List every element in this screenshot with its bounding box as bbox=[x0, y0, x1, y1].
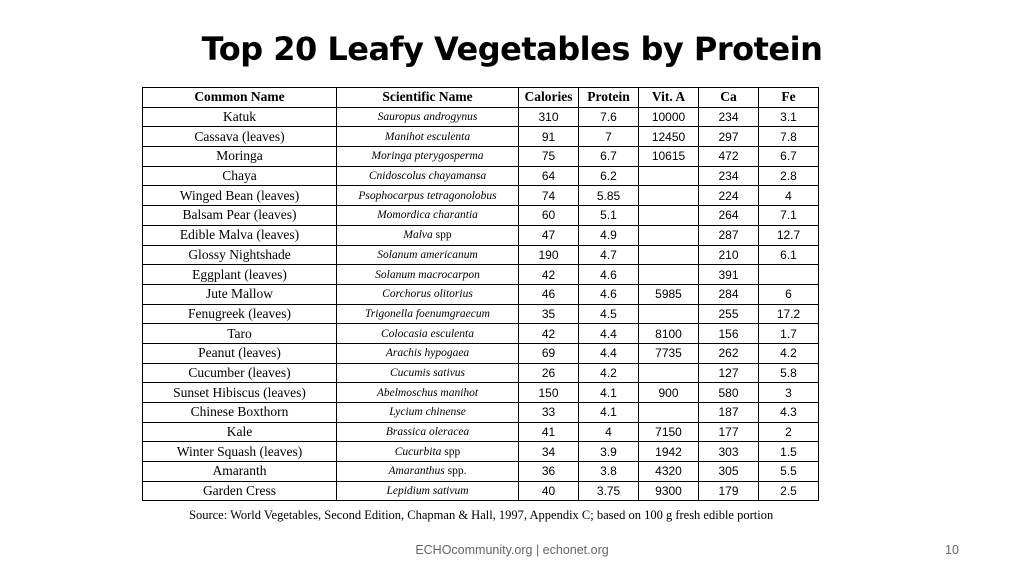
calcium-cell: 287 bbox=[699, 225, 759, 245]
scientific-name-suffix: spp bbox=[441, 445, 461, 458]
scientific-name-cell bbox=[337, 363, 519, 383]
common-name-cell: Katuk bbox=[143, 107, 337, 127]
header-calcium: Ca bbox=[699, 88, 759, 108]
common-name-cell: Chaya bbox=[143, 166, 337, 186]
scientific-name-text: Psophocarpus tetragonolobus bbox=[358, 189, 497, 202]
common-name-cell: Chinese Boxthorn bbox=[143, 403, 337, 423]
scientific-name-text: Cucurbita bbox=[394, 445, 442, 458]
calories-cell: 26 bbox=[519, 363, 579, 383]
iron-cell: 5.8 bbox=[759, 363, 819, 383]
table-body bbox=[143, 107, 819, 501]
scientific-name-text: Malva bbox=[403, 229, 433, 242]
footer-links: ECHOcommunity.org | echonet.org bbox=[415, 543, 609, 557]
vitamin-a-cell bbox=[639, 206, 699, 226]
table-row bbox=[143, 166, 819, 186]
iron-cell: 6 bbox=[759, 284, 819, 304]
protein-cell: 3.8 bbox=[579, 462, 639, 482]
scientific-name-text: Solanum macrocarpon bbox=[375, 268, 480, 281]
calories-cell: 47 bbox=[519, 225, 579, 245]
scientific-name-suffix: spp. bbox=[444, 465, 467, 478]
scientific-name-text: Moringa pterygosperma bbox=[371, 150, 484, 163]
vitamin-a-cell: 7150 bbox=[639, 422, 699, 442]
scientific-name-cell bbox=[337, 324, 519, 344]
header-scientific-name: Scientific Name bbox=[337, 88, 519, 108]
protein-cell: 4.6 bbox=[579, 265, 639, 285]
calories-cell: 34 bbox=[519, 442, 579, 462]
vitamin-a-cell bbox=[639, 304, 699, 324]
calcium-cell: 305 bbox=[699, 462, 759, 482]
table-row bbox=[143, 127, 819, 147]
table-row bbox=[143, 265, 819, 285]
iron-cell: 1.5 bbox=[759, 442, 819, 462]
calories-cell: 75 bbox=[519, 147, 579, 167]
table-row bbox=[143, 481, 819, 501]
common-name-cell: Moringa bbox=[143, 147, 337, 167]
protein-cell: 4.2 bbox=[579, 363, 639, 383]
scientific-name-text: Sauropus androgynus bbox=[377, 111, 478, 124]
scientific-name-suffix: spp bbox=[432, 229, 452, 242]
table-row bbox=[143, 442, 819, 462]
calcium-cell: 179 bbox=[699, 481, 759, 501]
calcium-cell: 177 bbox=[699, 422, 759, 442]
vitamin-a-cell: 12450 bbox=[639, 127, 699, 147]
scientific-name-cell bbox=[337, 147, 519, 167]
calories-cell: 74 bbox=[519, 186, 579, 206]
calories-cell: 36 bbox=[519, 462, 579, 482]
calories-cell: 190 bbox=[519, 245, 579, 265]
scientific-name-cell bbox=[337, 166, 519, 186]
common-name-cell: Garden Cress bbox=[143, 481, 337, 501]
vitamin-a-cell bbox=[639, 186, 699, 206]
common-name-cell: Cassava (leaves) bbox=[143, 127, 337, 147]
calories-cell: 33 bbox=[519, 403, 579, 423]
scientific-name-cell bbox=[337, 206, 519, 226]
scientific-name-text: Solanum americanum bbox=[377, 248, 478, 261]
scientific-name-cell bbox=[337, 462, 519, 482]
common-name-cell: Edible Malva (leaves) bbox=[143, 225, 337, 245]
protein-cell: 4.1 bbox=[579, 403, 639, 423]
common-name-cell: Winged Bean (leaves) bbox=[143, 186, 337, 206]
table-row bbox=[143, 383, 819, 403]
iron-cell: 4.2 bbox=[759, 343, 819, 363]
common-name-cell: Fenugreek (leaves) bbox=[143, 304, 337, 324]
scientific-name-text: Abelmoschus manihot bbox=[376, 386, 479, 399]
vegetable-table bbox=[142, 87, 819, 501]
vitamin-a-cell bbox=[639, 245, 699, 265]
calories-cell: 310 bbox=[519, 107, 579, 127]
calories-cell: 91 bbox=[519, 127, 579, 147]
header-vitamin-a: Vit. A bbox=[639, 88, 699, 108]
calcium-cell: 264 bbox=[699, 206, 759, 226]
iron-cell: 4 bbox=[759, 186, 819, 206]
table-row bbox=[143, 206, 819, 226]
calcium-cell: 262 bbox=[699, 343, 759, 363]
protein-cell: 4.1 bbox=[579, 383, 639, 403]
calories-cell: 42 bbox=[519, 324, 579, 344]
scientific-name-cell bbox=[337, 107, 519, 127]
scientific-name-cell bbox=[337, 442, 519, 462]
protein-cell: 6.2 bbox=[579, 166, 639, 186]
scientific-name-cell bbox=[337, 383, 519, 403]
calcium-cell: 234 bbox=[699, 107, 759, 127]
table-row bbox=[143, 462, 819, 482]
vegetable-table-container bbox=[142, 87, 819, 501]
table-row bbox=[143, 225, 819, 245]
calcium-cell: 303 bbox=[699, 442, 759, 462]
calories-cell: 60 bbox=[519, 206, 579, 226]
table-row bbox=[143, 403, 819, 423]
scientific-name-cell bbox=[337, 304, 519, 324]
calories-cell: 40 bbox=[519, 481, 579, 501]
protein-cell: 3.75 bbox=[579, 481, 639, 501]
scientific-name-text: Trigonella foenumgraecum bbox=[365, 307, 490, 320]
vitamin-a-cell: 1942 bbox=[639, 442, 699, 462]
common-name-cell: Taro bbox=[143, 324, 337, 344]
common-name-cell: Cucumber (leaves) bbox=[143, 363, 337, 383]
scientific-name-text: Cnidoscolus chayamansa bbox=[368, 170, 487, 183]
scientific-name-cell bbox=[337, 245, 519, 265]
scientific-name-cell bbox=[337, 284, 519, 304]
common-name-cell: Sunset Hibiscus (leaves) bbox=[143, 383, 337, 403]
vitamin-a-cell bbox=[639, 225, 699, 245]
iron-cell: 3.1 bbox=[759, 107, 819, 127]
table-row bbox=[143, 304, 819, 324]
scientific-name-cell bbox=[337, 343, 519, 363]
protein-cell: 5.1 bbox=[579, 206, 639, 226]
iron-cell: 2.8 bbox=[759, 166, 819, 186]
protein-cell: 5.85 bbox=[579, 186, 639, 206]
iron-cell: 12.7 bbox=[759, 225, 819, 245]
page-number: 10 bbox=[945, 543, 959, 557]
vitamin-a-cell: 9300 bbox=[639, 481, 699, 501]
scientific-name-cell bbox=[337, 481, 519, 501]
vitamin-a-cell bbox=[639, 403, 699, 423]
scientific-name-text: Corchorus olitorius bbox=[382, 288, 473, 301]
protein-cell: 7.6 bbox=[579, 107, 639, 127]
table-row bbox=[143, 363, 819, 383]
scientific-name-cell bbox=[337, 186, 519, 206]
calories-cell: 46 bbox=[519, 284, 579, 304]
common-name-cell: Winter Squash (leaves) bbox=[143, 442, 337, 462]
calcium-cell: 156 bbox=[699, 324, 759, 344]
common-name-cell: Jute Mallow bbox=[143, 284, 337, 304]
calcium-cell: 580 bbox=[699, 383, 759, 403]
table-row bbox=[143, 245, 819, 265]
vitamin-a-cell bbox=[639, 265, 699, 285]
table-row bbox=[143, 324, 819, 344]
protein-cell: 7 bbox=[579, 127, 639, 147]
table-header-row bbox=[143, 88, 819, 108]
calories-cell: 41 bbox=[519, 422, 579, 442]
common-name-cell: Balsam Pear (leaves) bbox=[143, 206, 337, 226]
vitamin-a-cell bbox=[639, 363, 699, 383]
common-name-cell: Kale bbox=[143, 422, 337, 442]
common-name-cell: Amaranth bbox=[143, 462, 337, 482]
vitamin-a-cell: 10000 bbox=[639, 107, 699, 127]
iron-cell: 2.5 bbox=[759, 481, 819, 501]
protein-cell: 4.5 bbox=[579, 304, 639, 324]
scientific-name-cell bbox=[337, 422, 519, 442]
table-row bbox=[143, 147, 819, 167]
calcium-cell: 127 bbox=[699, 363, 759, 383]
calories-cell: 35 bbox=[519, 304, 579, 324]
scientific-name-text: Lycium chinense bbox=[389, 406, 466, 419]
vitamin-a-cell: 7735 bbox=[639, 343, 699, 363]
protein-cell: 6.7 bbox=[579, 147, 639, 167]
iron-cell: 6.1 bbox=[759, 245, 819, 265]
iron-cell: 7.1 bbox=[759, 206, 819, 226]
common-name-cell: Eggplant (leaves) bbox=[143, 265, 337, 285]
scientific-name-text: Arachis hypogaea bbox=[385, 347, 470, 360]
iron-cell: 17.2 bbox=[759, 304, 819, 324]
iron-cell bbox=[759, 265, 819, 285]
calcium-cell: 210 bbox=[699, 245, 759, 265]
scientific-name-text: Cucumis sativus bbox=[389, 366, 466, 379]
table-row bbox=[143, 343, 819, 363]
table-row bbox=[143, 186, 819, 206]
scientific-name-text: Amaranthus bbox=[388, 465, 445, 478]
scientific-name-cell bbox=[337, 225, 519, 245]
source-note: Source: World Vegetables, Second Edition, Chapman & Hall, 1997, Appendix C; based on 100 g fresh edible portion bbox=[189, 508, 774, 522]
protein-cell: 4.4 bbox=[579, 343, 639, 363]
table-row bbox=[143, 107, 819, 127]
calcium-cell: 255 bbox=[699, 304, 759, 324]
vitamin-a-cell: 5985 bbox=[639, 284, 699, 304]
vitamin-a-cell: 8100 bbox=[639, 324, 699, 344]
table-row bbox=[143, 422, 819, 442]
scientific-name-cell bbox=[337, 265, 519, 285]
scientific-name-cell bbox=[337, 403, 519, 423]
protein-cell: 4.4 bbox=[579, 324, 639, 344]
iron-cell: 4.3 bbox=[759, 403, 819, 423]
scientific-name-cell bbox=[337, 127, 519, 147]
calories-cell: 64 bbox=[519, 166, 579, 186]
vitamin-a-cell bbox=[639, 166, 699, 186]
calcium-cell: 284 bbox=[699, 284, 759, 304]
calories-cell: 42 bbox=[519, 265, 579, 285]
calcium-cell: 472 bbox=[699, 147, 759, 167]
iron-cell: 6.7 bbox=[759, 147, 819, 167]
table-row bbox=[143, 284, 819, 304]
iron-cell: 3 bbox=[759, 383, 819, 403]
calcium-cell: 297 bbox=[699, 127, 759, 147]
iron-cell: 7.8 bbox=[759, 127, 819, 147]
scientific-name-text: Lepidium sativum bbox=[386, 485, 469, 498]
header-common-name: Common Name bbox=[143, 88, 337, 108]
vitamin-a-cell: 10615 bbox=[639, 147, 699, 167]
common-name-cell: Glossy Nightshade bbox=[143, 245, 337, 265]
calories-cell: 69 bbox=[519, 343, 579, 363]
slide-title: Top 20 Leafy Vegetables by Protein bbox=[201, 30, 823, 68]
vitamin-a-cell: 4320 bbox=[639, 462, 699, 482]
calories-cell: 150 bbox=[519, 383, 579, 403]
scientific-name-text: Momordica charantia bbox=[377, 209, 478, 222]
iron-cell: 5.5 bbox=[759, 462, 819, 482]
vitamin-a-cell: 900 bbox=[639, 383, 699, 403]
calcium-cell: 224 bbox=[699, 186, 759, 206]
calcium-cell: 187 bbox=[699, 403, 759, 423]
scientific-name-text: Brassica oleracea bbox=[385, 426, 470, 439]
protein-cell: 3.9 bbox=[579, 442, 639, 462]
iron-cell: 1.7 bbox=[759, 324, 819, 344]
iron-cell: 2 bbox=[759, 422, 819, 442]
calcium-cell: 234 bbox=[699, 166, 759, 186]
common-name-cell: Peanut (leaves) bbox=[143, 343, 337, 363]
calcium-cell: 391 bbox=[699, 265, 759, 285]
protein-cell: 4.7 bbox=[579, 245, 639, 265]
protein-cell: 4.9 bbox=[579, 225, 639, 245]
header-iron: Fe bbox=[759, 88, 819, 108]
scientific-name-text: Colocasia esculenta bbox=[381, 327, 474, 340]
protein-cell: 4 bbox=[579, 422, 639, 442]
scientific-name-text: Manihot esculenta bbox=[384, 130, 471, 143]
header-protein: Protein bbox=[579, 88, 639, 108]
protein-cell: 4.6 bbox=[579, 284, 639, 304]
header-calories: Calories bbox=[519, 88, 579, 108]
